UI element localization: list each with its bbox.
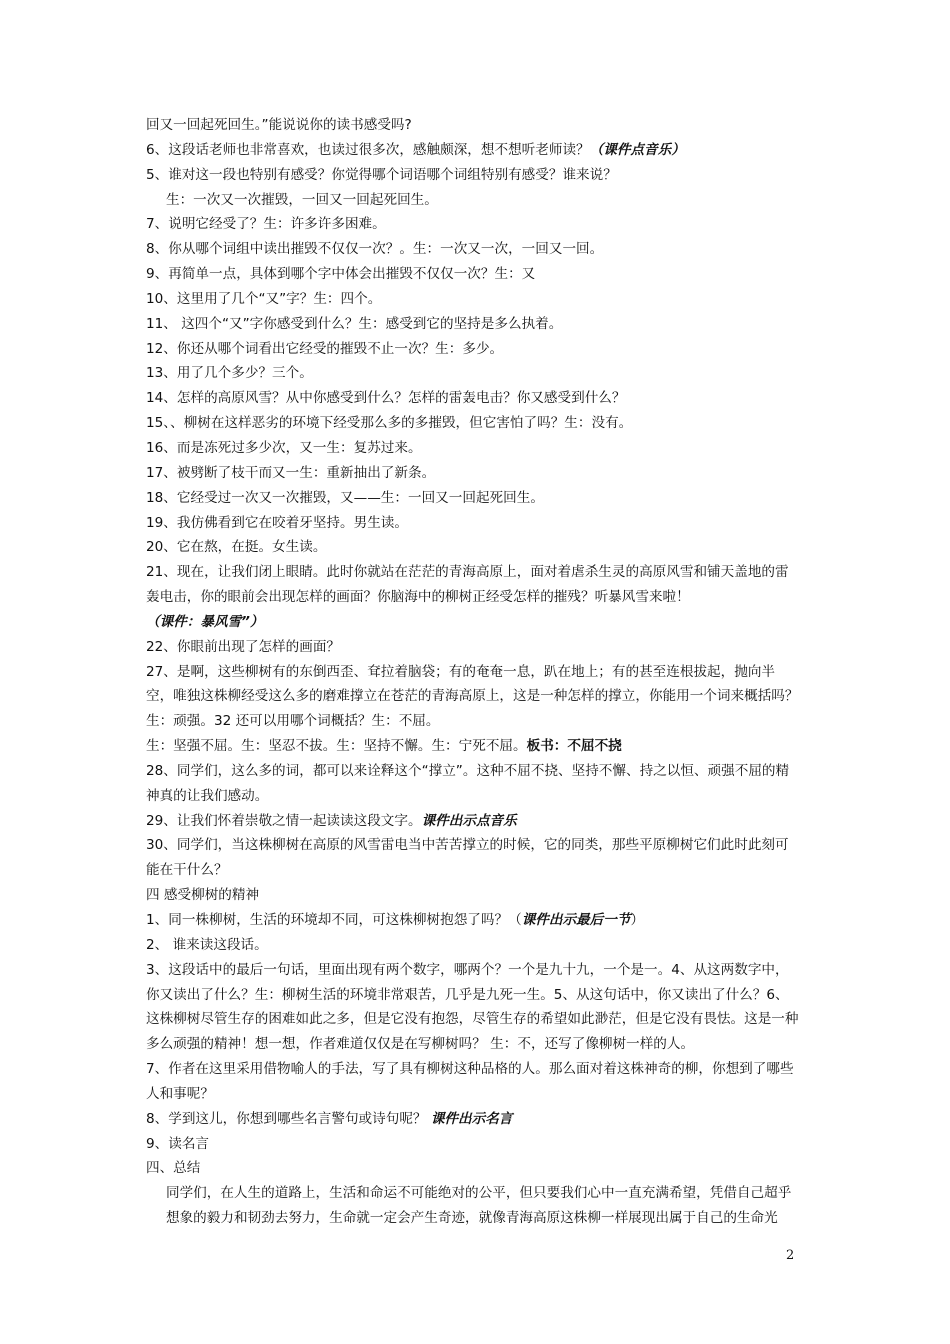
text-line (146, 809, 802, 834)
text-paragraph (146, 759, 802, 809)
section-heading (146, 883, 802, 908)
line-text: 28、同学们，这么多的词，都可以来诠释这个“撑立”。这种不屈不挠、坚持不懈、持之以恒、顽强不屈的精神真的让我们感动。 (146, 762, 790, 804)
text-line (146, 386, 802, 411)
line-text: 四、总结 (146, 1160, 201, 1177)
line-text: 7、说明它经受了？生：许多许多困难。 (146, 216, 386, 233)
text-line (146, 436, 802, 461)
line-text: 生：坚强不屈。生：坚忍不拔。生：坚持不懈。生：宁死不屈。 (146, 738, 527, 755)
text-paragraph (146, 1057, 802, 1107)
line-text: 9、读名言 (146, 1135, 210, 1152)
line-text: 5、谁对这一段也特别有感受？你觉得哪个词语哪个词组特别有感受？谁来说？ (146, 166, 617, 183)
line-text: 同学们，在人生的道路上，生活和命运不可能绝对的公平，但只要我们心中一直充满希望，凭借自己超乎想象的毅力和韧劲去努力，生命就一定会产生奇迹，就像青海高原这株柳一样展现出属于自己的生命光 (166, 1185, 792, 1227)
line-text: 3、这段话中的最后一句话，里面出现有两个数字，哪两个？一个是九十九，一个是一。4、从这两数字中，你又读出了什么？生：柳树生活的环境非常艰苦，几乎是九死一生。5、从这句话中，你又读出了什么？6、这株柳树尽管生存的困难如此之多，但是它没有抱怨，尽管生存的希望如此渺茫，但是它没有畏怯。这是一种多么顽强的精神！想一想，作者难道仅仅是在写柳树吗？ 生：不，还写了像柳树一样的人。 (146, 961, 799, 1053)
text-line (146, 535, 802, 560)
text-line (146, 1107, 802, 1132)
text-line (146, 212, 802, 237)
line-text: 15、、柳树在这样恶劣的环境下经受那么多的多摧毁，但它害怕了吗？生：没有。 (146, 415, 633, 432)
text-line (146, 337, 802, 362)
text-line (146, 635, 802, 660)
line-text: 12、你还从哪个词看出它经受的摧毁不止一次？生：多少。 (146, 340, 504, 357)
courseware-cue: （课件：暴风雪”） (146, 613, 264, 630)
line-text: 30、同学们，当这株柳树在高原的风雪雷电当中苦苦撑立的时候，它的同类，那些平原柳树它们此时此刻可能在干什么？ (146, 837, 789, 879)
line-text: 22、你眼前出现了怎样的画面？ (146, 638, 341, 655)
line-text: 回又一回起死回生。”能说说你的读书感受吗? (146, 117, 412, 133)
line-text: 1、同一株柳树，生活的环境却不同，可这株柳树抱怨了吗？（ (146, 912, 522, 928)
line-text: 19、我仿佛看到它在咬着牙坚持。男生读。 (146, 514, 408, 531)
line-text: 13、用了几个多少？三个。 (146, 365, 313, 382)
line-text: 14、怎样的高原风雪？从中你感受到什么？怎样的雷轰电击？你又感受到什么？ (146, 390, 626, 407)
text-line (146, 361, 802, 386)
courseware-cue: 课件出示名言 (430, 1110, 513, 1127)
text-line (146, 411, 802, 436)
text-paragraph (146, 660, 802, 735)
lesson-text-body (146, 113, 802, 1231)
page-number: 2 (786, 1248, 795, 1263)
text-line (146, 163, 802, 188)
text-line (146, 262, 802, 287)
summary-paragraph (146, 1181, 802, 1231)
text-line (146, 138, 802, 163)
courseware-cue: 课件出示点音乐 (421, 812, 517, 829)
line-text: 16、而是冻死过多少次，又一生：复苏过来。 (146, 439, 422, 456)
line-text: 18、它经受过一次又一次摧毁，又——生：一回又一回起死回生。 (146, 489, 544, 506)
line-text: 2、 谁来读这段话。 (146, 936, 268, 953)
line-text: 生：一次又一次摧毁，一回又一回起死回生。 (166, 191, 438, 208)
line-text: 9、再简单一点，具体到哪个字中体会出摧毁不仅仅一次？生：又 (146, 266, 536, 283)
text-paragraph (146, 560, 802, 635)
line-text: 8、学到这儿，你想到哪些名言警句或诗句呢？ (146, 1110, 431, 1127)
text-line (146, 933, 802, 958)
courseware-cue: 课件出示最后一节 (521, 912, 631, 928)
text-line (146, 312, 802, 337)
line-text: ） (630, 912, 645, 928)
text-line (146, 237, 802, 262)
line-text: 29、让我们怀着崇敬之情一起读读这段文字。 (146, 812, 422, 829)
line-text: 四 感受柳树的精神 (146, 887, 260, 904)
line-text: 17、被劈断了枝干而又一生：重新抽出了新条。 (146, 464, 436, 481)
text-paragraph (146, 958, 802, 1057)
board-note: 板书：不屈不挠 (526, 738, 622, 755)
courseware-cue: （课件点音乐） (589, 141, 685, 158)
text-line (146, 908, 802, 933)
line-text: 10、这里用了几个“又”字？生：四个。 (146, 290, 382, 307)
text-line (146, 734, 802, 759)
student-answer-line (146, 188, 802, 213)
line-text: 11、 这四个“又”字你感受到什么？生：感受到它的坚持是多么执着。 (146, 315, 563, 332)
text-line (146, 461, 802, 486)
line-text: 27、是啊，这些柳树有的东倒西歪、耷拉着脑袋；有的奄奄一息，趴在地上；有的甚至连根拔起，抛向半空，唯独这株柳经受这么多的磨难撑立在苍茫的青海高原上，这是一种怎样的撑立，你能用一个词来概括吗？生：顽强。32 还可以用哪个词概括？生：不屈。 (146, 663, 799, 730)
line-text: 21、现在，让我们闭上眼睛。此时你就站在茫茫的青海高原上，面对着虐杀生灵的高原风雪和铺天盖地的雷轰电击，你的眼前会出现怎样的画面？你脑海中的柳树正经受怎样的摧残？听暴风雪来啦！ (146, 564, 789, 606)
line-text: 7、作者在这里采用借物喻人的手法，写了具有柳树这种品格的人。那么面对着这株神奇的柳，你想到了哪些人和事呢？ (146, 1061, 794, 1102)
line-text: 6、这段话老师也非常喜欢，也读过很多次，感触颇深，想不想听老师读？ (146, 141, 590, 158)
text-line (146, 1132, 802, 1157)
text-line (146, 113, 802, 138)
text-line (146, 287, 802, 312)
line-text: 20、它在熬，在挺。女生读。 (146, 539, 327, 556)
text-line (146, 511, 802, 536)
text-line (146, 486, 802, 511)
line-text: 8、你从哪个词组中读出摧毁不仅仅一次？。生：一次又一次，一回又一回。 (146, 241, 604, 258)
section-heading (146, 1156, 802, 1181)
text-paragraph (146, 833, 802, 883)
